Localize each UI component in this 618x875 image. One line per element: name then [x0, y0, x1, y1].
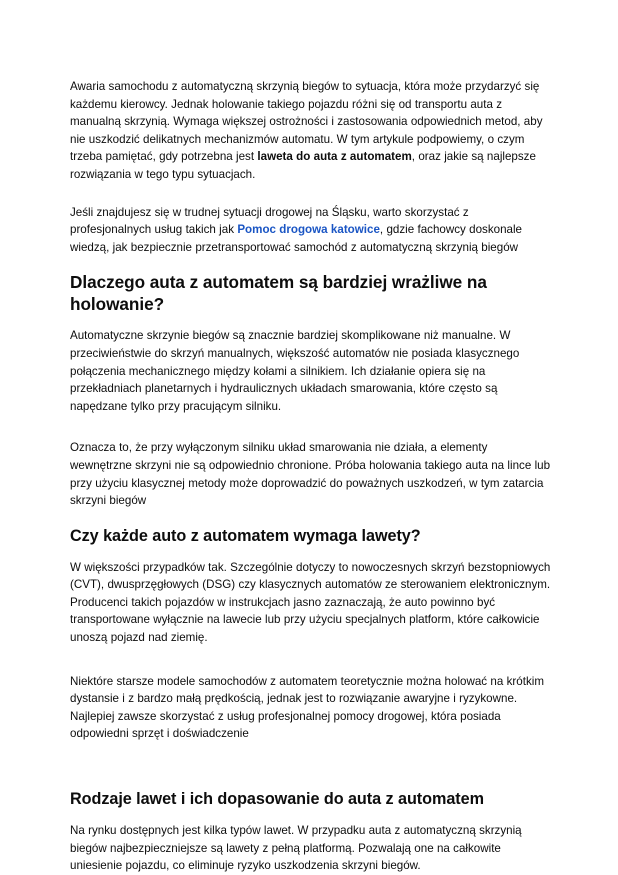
- document-body: [70, 78, 552, 875]
- paragraph-intro: [70, 78, 552, 184]
- paragraph-na-rynku-dostepnych: Na rynku dostępnych jest kilka typów lawet. W przypadku auta z automatyczną skrzynią biegów najbezpieczniejsze są lawety z pełną platformą. Pozwalają one na całkowite uniesienie pojazdu, co eliminuje ryzyko uszkodzenia skrzyni biegów.: [70, 824, 522, 873]
- paragraph-link-text-before-link: Jeśli znajdujesz się w trudnej sytuacji drogowej na Śląsku, warto skorzystać z profesjonalnych usług takich jak: [70, 205, 469, 237]
- spacer-before-heading-rodzaje: [70, 759, 552, 773]
- spacer-before-niektore: [70, 663, 552, 673]
- heading-czy-kazde-auto-wymaga-lawety: Czy każde auto z automatem wymaga lawety?: [70, 526, 421, 545]
- paragraph-oznacza-to: Oznacza to, że przy wyłączonym silniku układ smarowania nie działa, a elementy wewnętrzne skrzyni nie są odpowiednio chronione. Próba holowania takiego auta na lince lub przy użyciu klasycznej metody może doprowadzić do poważnych uszkodzeń, w tym zatarcia skrzyni biegów: [70, 441, 551, 508]
- heading-rodzaje-lawet: Rodzaje lawet i ich dopasowanie do auta z automatem: [70, 790, 484, 809]
- paragraph-intro-text-after-bold: , oraz jakie są najlepsze rozwiązania w tego typu sytuacjach.: [70, 150, 536, 181]
- paragraph-automatyczne-skrzynie: Automatyczne skrzynie biegów są znacznie bardziej skomplikowane niż manualne. W przeciwieństwie do skrzyń manualnych, większość automatów nie posiada klasycznego połączenia mechanicznego między kołami a silnikiem. Ich działanie opiera się na przekładniach planetarnych i hydraulicznych układach smarowania, które często są napędzane tylko przy pracującym silniku.: [70, 329, 520, 413]
- paragraph-intro-text-before-bold: Awaria samochodu z automatyczną skrzynią biegów to sytuacja, która może przydarzyć się każdemu kierowcy. Jednak holowanie takiego pojazdu różni się od transportu auta z manualną skrzynią. Wymaga większej ostrożności i zastosowania odpowiednich metod, aby nie uszkodzić delikatnych mechanizmów automatu. W tym artykule podpowiemy, o czym trzeba pamiętać, gdy potrzebna jest: [70, 80, 543, 164]
- heading-dlaczego-auta-z-automatem: Dlaczego auta z automatem są bardziej wrażliwe na holowanie?: [70, 272, 487, 315]
- pomoc-drogowa-katowice-link[interactable]: Pomoc drogowa katowice: [237, 223, 380, 237]
- paragraph-link: [70, 204, 552, 257]
- paragraph-intro-bold-phrase: laweta do auta z automatem: [257, 150, 412, 164]
- paragraph-w-wiekszosci-przypadkow: W większości przypadków tak. Szczególnie dotyczy to nowoczesnych skrzyń bezstopniowych (CVT), dwusprzęgłowych (DSG) czy klasycznych automatów ze sterowaniem elektronicznym. Producenci takich pojazdów w instrukcjach jasno zaznaczają, że auto powinno być transportowane wyłącznie na lawecie lub przy użyciu specjalnych platform, które całkowicie unoszą pojazd nad ziemię.: [70, 560, 551, 645]
- paragraph-niektore-starsze-modele: Niektóre starsze modele samochodów z automatem teoretycznie można holować na krótkim dystansie i z bardzo małą prędkością, jednak jest to rozwiązanie awaryjne i ryzykowne. Najlepiej zawsze skorzystać z usług profesjonalnej pomocy drogowej, która posiada odpowiedni sprzęt i doświadczenie: [70, 674, 544, 741]
- spacer-before-oznacza: [70, 431, 552, 439]
- paragraph-link-text-after-link: , gdzie fachowcy doskonale wiedzą, jak bezpiecznie przetransportować samochód z automatyczną skrzynią biegów: [70, 223, 522, 254]
